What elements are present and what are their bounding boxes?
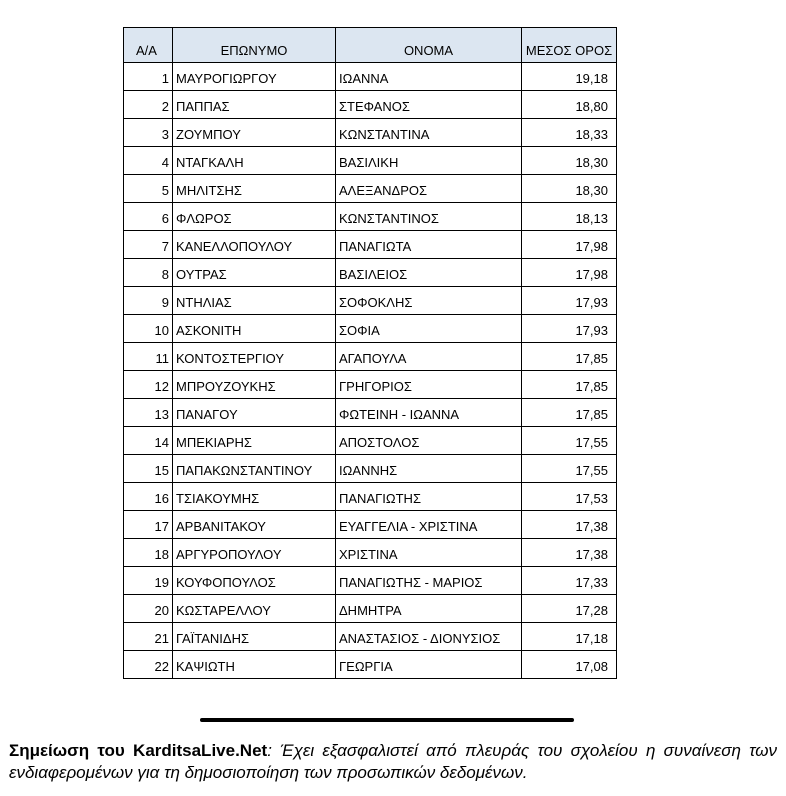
cell-surname: ΠΑΠΠΑΣ — [173, 91, 336, 119]
cell-name: ΑΛΕΞΑΝΔΡΟΣ — [336, 175, 522, 203]
cell-name: ΠΑΝΑΓΙΩΤΗΣ — [336, 483, 522, 511]
cell-surname: ΟΥΤΡΑΣ — [173, 259, 336, 287]
table-row — [124, 427, 617, 455]
cell-surname: ΠΑΠΑΚΩΝΣΤΑΝΤΙΝΟΥ — [173, 455, 336, 483]
cell-aa: 7 — [124, 231, 173, 259]
cell-aa: 9 — [124, 287, 173, 315]
table-row — [124, 651, 617, 679]
cell-name: ΧΡΙΣΤΙΝΑ — [336, 539, 522, 567]
table-row — [124, 483, 617, 511]
table-row — [124, 511, 617, 539]
cell-surname: ΑΡΓΥΡΟΠΟΥΛΟΥ — [173, 539, 336, 567]
table-row — [124, 203, 617, 231]
cell-aa: 3 — [124, 119, 173, 147]
table-row — [124, 455, 617, 483]
cell-aa: 13 — [124, 399, 173, 427]
cell-name: ΙΩΑΝΝΑ — [336, 63, 522, 91]
cell-average: 17,55 — [522, 455, 617, 483]
cell-surname: ΓΑΪΤΑΝΙΔΗΣ — [173, 623, 336, 651]
header-name: ΟΝΟΜΑ — [336, 28, 522, 63]
cell-aa: 4 — [124, 147, 173, 175]
table-row — [124, 623, 617, 651]
cell-average: 18,80 — [522, 91, 617, 119]
cell-average: 17,98 — [522, 231, 617, 259]
header-average: ΜΕΣΟΣ ΟΡΟΣ — [522, 28, 617, 63]
cell-average: 17,38 — [522, 539, 617, 567]
cell-surname: ΝΤΑΓΚΑΛΗ — [173, 147, 336, 175]
cell-aa: 22 — [124, 651, 173, 679]
cell-name: ΒΑΣΙΛΕΙΟΣ — [336, 259, 522, 287]
cell-name: ΓΕΩΡΓΙΑ — [336, 651, 522, 679]
cell-surname: ΚΑΝΕΛΛΟΠΟΥΛΟΥ — [173, 231, 336, 259]
table-row — [124, 371, 617, 399]
table-header-row — [124, 28, 617, 63]
cell-name: ΑΠΟΣΤΟΛΟΣ — [336, 427, 522, 455]
cell-average: 19,18 — [522, 63, 617, 91]
cell-average: 17,85 — [522, 343, 617, 371]
cell-aa: 1 — [124, 63, 173, 91]
cell-aa: 14 — [124, 427, 173, 455]
table-row — [124, 175, 617, 203]
table-row — [124, 119, 617, 147]
cell-aa: 20 — [124, 595, 173, 623]
cell-name: ΣΟΦΙΑ — [336, 315, 522, 343]
cell-surname: ΚΟΝΤΟΣΤΕΡΓΙΟΥ — [173, 343, 336, 371]
cell-average: 17,28 — [522, 595, 617, 623]
cell-name: ΒΑΣΙΛΙΚΗ — [336, 147, 522, 175]
cell-aa: 21 — [124, 623, 173, 651]
table-row — [124, 231, 617, 259]
cell-name: ΓΡΗΓΟΡΙΟΣ — [336, 371, 522, 399]
cell-aa: 10 — [124, 315, 173, 343]
table-row — [124, 539, 617, 567]
cell-aa: 11 — [124, 343, 173, 371]
cell-surname: ΚΟΥΦΟΠΟΥΛΟΣ — [173, 567, 336, 595]
table-row — [124, 287, 617, 315]
table-row — [124, 399, 617, 427]
cell-average: 17,98 — [522, 259, 617, 287]
table-row — [124, 147, 617, 175]
table-row — [124, 595, 617, 623]
cell-average: 17,85 — [522, 399, 617, 427]
cell-aa: 6 — [124, 203, 173, 231]
cell-aa: 16 — [124, 483, 173, 511]
cell-name: ΦΩΤΕΙΝΗ - ΙΩΑΝΝΑ — [336, 399, 522, 427]
note-label: Σημείωση του KarditsaLive.Net — [9, 741, 268, 760]
table-body — [124, 63, 617, 679]
cell-name: ΚΩΝΣΤΑΝΤΙΝΑ — [336, 119, 522, 147]
cell-surname: ΚΩΣΤΑΡΕΛΛΟΥ — [173, 595, 336, 623]
cell-average: 18,33 — [522, 119, 617, 147]
header-surname: ΕΠΩΝΥΜΟ — [173, 28, 336, 63]
cell-average: 17,18 — [522, 623, 617, 651]
cell-surname: ΜΑΥΡΟΓΙΩΡΓΟΥ — [173, 63, 336, 91]
cell-surname: ΜΗΛΙΤΣΗΣ — [173, 175, 336, 203]
cell-aa: 17 — [124, 511, 173, 539]
cell-aa: 8 — [124, 259, 173, 287]
cell-average: 18,30 — [522, 175, 617, 203]
cell-surname: ΖΟΥΜΠΟΥ — [173, 119, 336, 147]
separator-line — [200, 718, 574, 722]
grades-table — [123, 27, 617, 679]
cell-aa: 15 — [124, 455, 173, 483]
cell-average: 17,55 — [522, 427, 617, 455]
cell-average: 18,30 — [522, 147, 617, 175]
cell-surname: ΚΑΨΙΩΤΗ — [173, 651, 336, 679]
cell-name: ΑΓΑΠΟΥΛΑ — [336, 343, 522, 371]
table-row — [124, 567, 617, 595]
cell-surname: ΤΣΙΑΚΟΥΜΗΣ — [173, 483, 336, 511]
cell-surname: ΠΑΝΑΓΟΥ — [173, 399, 336, 427]
cell-average: 18,13 — [522, 203, 617, 231]
cell-average: 17,93 — [522, 287, 617, 315]
cell-surname: ΝΤΗΛΙΑΣ — [173, 287, 336, 315]
cell-aa: 5 — [124, 175, 173, 203]
table-row — [124, 315, 617, 343]
cell-name: ΑΝΑΣΤΑΣΙΟΣ - ΔΙΟΝΥΣΙΟΣ — [336, 623, 522, 651]
cell-aa: 18 — [124, 539, 173, 567]
cell-surname: ΜΠΡΟΥΖΟΥΚΗΣ — [173, 371, 336, 399]
cell-aa: 2 — [124, 91, 173, 119]
cell-name: ΔΗΜΗΤΡΑ — [336, 595, 522, 623]
cell-average: 17,93 — [522, 315, 617, 343]
cell-surname: ΦΛΩΡΟΣ — [173, 203, 336, 231]
cell-name: ΣΟΦΟΚΛΗΣ — [336, 287, 522, 315]
table-row — [124, 259, 617, 287]
table-row — [124, 343, 617, 371]
cell-name: ΙΩΑΝΝΗΣ — [336, 455, 522, 483]
cell-average: 17,33 — [522, 567, 617, 595]
note-paragraph — [9, 740, 777, 784]
table-row — [124, 91, 617, 119]
cell-aa: 19 — [124, 567, 173, 595]
header-aa: Α/Α — [124, 28, 173, 63]
cell-average: 17,38 — [522, 511, 617, 539]
cell-average: 17,53 — [522, 483, 617, 511]
cell-surname: ΑΣΚΟΝΙΤΗ — [173, 315, 336, 343]
cell-average: 17,85 — [522, 371, 617, 399]
cell-average: 17,08 — [522, 651, 617, 679]
table-row — [124, 63, 617, 91]
cell-name: ΕΥΑΓΓΕΛΙΑ - ΧΡΙΣΤΙΝΑ — [336, 511, 522, 539]
cell-name: ΚΩΝΣΤΑΝΤΙΝΟΣ — [336, 203, 522, 231]
cell-name: ΠΑΝΑΓΙΩΤΗΣ - ΜΑΡΙΟΣ — [336, 567, 522, 595]
cell-name: ΣΤΕΦΑΝΟΣ — [336, 91, 522, 119]
cell-aa: 12 — [124, 371, 173, 399]
cell-surname: ΜΠΕΚΙΑΡΗΣ — [173, 427, 336, 455]
cell-surname: ΑΡΒΑΝΙΤΑΚΟΥ — [173, 511, 336, 539]
note-text: : Έχει εξασφαλιστεί από πλευράς του σχολείου η συναίνεση των ενδιαφερομένων για τη δημοσιοποίηση των προσωπικών δεδομένων. — [9, 741, 777, 782]
cell-name: ΠΑΝΑΓΙΩΤΑ — [336, 231, 522, 259]
